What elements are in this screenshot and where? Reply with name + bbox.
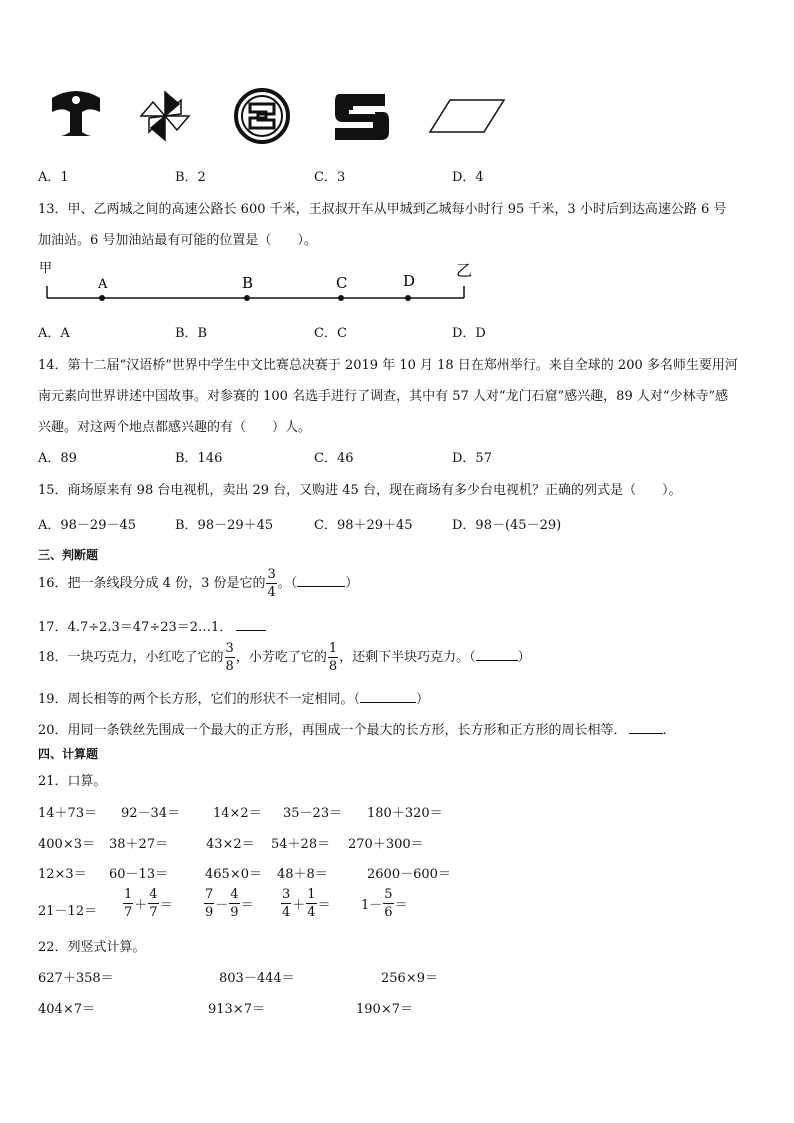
q15-option-d: D．98－(45－29) (452, 518, 562, 533)
q12-option-a: A．1 (38, 170, 69, 185)
q18-fraction-1: $\frac{3}{8}$ (225, 641, 234, 674)
q21-row4-5: 1－ $\frac{5}{6}$ ＝ (361, 887, 408, 920)
q21-row2-4: 54＋28＝ (271, 837, 331, 852)
symbol-t-figure (52, 91, 100, 136)
q21-row4-4: $\frac{3}{4}$ ＋ $\frac{1}{4}$ ＝ (282, 887, 331, 920)
road-point-a: A (98, 277, 108, 292)
q17-text: 17．4.7÷2.3＝47÷23＝2…1． (38, 620, 233, 635)
q21-row3-4: 48＋8＝ (277, 867, 328, 882)
q12-option-c: C．3 (314, 170, 346, 185)
q15-option-c: C．98＋29＋45 (314, 518, 413, 533)
q21-row2-5: 270＋300＝ (348, 837, 424, 852)
circle-logo-figure (236, 90, 288, 142)
road-point-c: C (336, 274, 348, 292)
q21-row3-2: 60－13＝ (109, 867, 169, 882)
q19-end: ） (416, 692, 430, 707)
q14-option-a: A．89 (38, 451, 77, 466)
q13-option-d: D．D (452, 326, 486, 341)
q12-figures (40, 86, 520, 150)
q16-end: ） (345, 576, 359, 591)
q19-answer-blank[interactable] (360, 702, 416, 703)
q18-fraction-2: $\frac{1}{8}$ (328, 641, 338, 674)
q21-row4-1: 21－12＝ (38, 904, 98, 919)
q12-option-b: B．2 (175, 170, 206, 185)
q21-row4-3: $\frac{7}{9}$ － $\frac{4}{9}$ ＝ (205, 887, 254, 920)
q13-option-a: A．A (38, 326, 70, 341)
q21-title: 21．口算。 (38, 774, 107, 789)
q22-row1-3: 256×9＝ (381, 971, 438, 986)
road-end-label: 乙 (456, 261, 473, 280)
section-calculation-header: 四、计算题 (38, 747, 99, 761)
q13-option-b: B．B (175, 326, 208, 341)
q15-option-a: A．98－29－45 (38, 518, 137, 533)
q21-row1-4: 35－23＝ (283, 806, 343, 821)
q21-row3-3: 465×0＝ (205, 867, 262, 882)
q14-option-c: C．46 (314, 451, 354, 466)
q21-row3-1: 12×3＝ (38, 867, 87, 882)
q16-tail: 。（ (277, 576, 298, 591)
q18-text-3: ，还剩下半块巧克力。（ (339, 650, 476, 665)
q18-answer-blank[interactable] (476, 660, 518, 661)
pinwheel-figure (141, 92, 189, 140)
q22-row1-2: 803－444＝ (219, 971, 295, 986)
q22-row2-3: 190×7＝ (356, 1002, 413, 1017)
q16 (38, 568, 358, 599)
q13-option-c: C．C (314, 326, 347, 341)
q18-end: ） (517, 650, 531, 665)
q20-text: 20．用同一条铁丝先围成一个最大的正方形，再围成一个最大的长方形，长方形和正方形的周长相等． (38, 723, 627, 738)
q22-row2-1: 404×7＝ (38, 1002, 95, 1017)
section-judgment-header: 三、判断题 (38, 548, 99, 562)
s-logo-figure (335, 94, 389, 140)
road-point-d: D (403, 272, 416, 290)
q13-line2: 加油站。6 号加油站最有可能的位置是（ ）。 (38, 233, 317, 248)
q21-row1-5: 180＋320＝ (367, 806, 443, 821)
q21-row1-1: 14＋73＝ (38, 806, 98, 821)
q21-row1-3: 14×2＝ (213, 806, 262, 821)
q19-text: 19．周长相等的两个长方形，它们的形状不一定相同。（ (38, 692, 361, 707)
q19 (38, 688, 429, 707)
q14-line2: 南元素向世界讲述中国故事。对参赛的 100 名选手进行了调查，其中有 57 人对“龙门石窟”感兴趣，89 人对“少林寺”感 (38, 389, 729, 404)
q13-road-diagram (36, 256, 486, 302)
q16-answer-blank[interactable] (297, 586, 345, 587)
q20 (38, 719, 667, 738)
q21-row3-5: 2600－600＝ (367, 867, 451, 882)
q21-row2-2: 38＋27＝ (109, 837, 169, 852)
q14-option-d: D．57 (452, 451, 492, 466)
q17-answer-blank[interactable] (236, 630, 266, 631)
q21-row1-2: 92－34＝ (121, 806, 181, 821)
q22-title: 22．列竖式计算。 (38, 940, 146, 955)
q18-text-1: 18．一块巧克力，小红吃了它的 (38, 650, 224, 665)
q20-answer-blank[interactable] (629, 733, 663, 734)
q16-fraction: $\frac{3}{4}$ (267, 567, 276, 600)
q13-line1: 13．甲、乙两城之间的高速公路长 600 千米，王叔叔开车从甲城到乙城每小时行 95 千米，3 小时后到达高速公路 6 号 (38, 202, 727, 217)
q16-text: 16．把一条线段分成 4 份，3 份是它的 (38, 576, 266, 591)
q21-row4-2: $\frac{1}{7}$ ＋ $\frac{4}{7}$ ＝ (124, 887, 173, 920)
q17 (38, 616, 266, 635)
q21-row2-1: 400×3＝ (38, 837, 95, 852)
q20-end: . (662, 723, 667, 738)
q14-option-b: B．146 (175, 451, 223, 466)
q14-line1: 14．第十二届“汉语桥”世界中学生中文比赛总决赛于 2019 年 10 月 18 日在郑州举行。来自全球的 200 多名师生要用河 (38, 358, 738, 373)
parallelogram-figure (430, 100, 504, 132)
q15-line1: 15．商场原来有 98 台电视机，卖出 29 台，又购进 45 台，现在商场有多少台电视机？正确的列式是（ ）。 (38, 483, 682, 498)
q18 (38, 642, 531, 673)
road-point-b: B (242, 274, 254, 292)
q18-text-2: ，小芳吃了它的 (235, 650, 327, 665)
q12-option-d: D．4 (452, 170, 484, 185)
q15-option-b: B．98－29＋45 (175, 518, 274, 533)
q22-row1-1: 627＋358＝ (38, 971, 114, 986)
q22-row2-2: 913×7＝ (208, 1002, 265, 1017)
q21-row2-3: 43×2＝ (206, 837, 255, 852)
q14-line3: 兴趣。对这两个地点都感兴趣的有（ ）人。 (38, 420, 312, 435)
road-start-label: 甲 (39, 261, 53, 276)
